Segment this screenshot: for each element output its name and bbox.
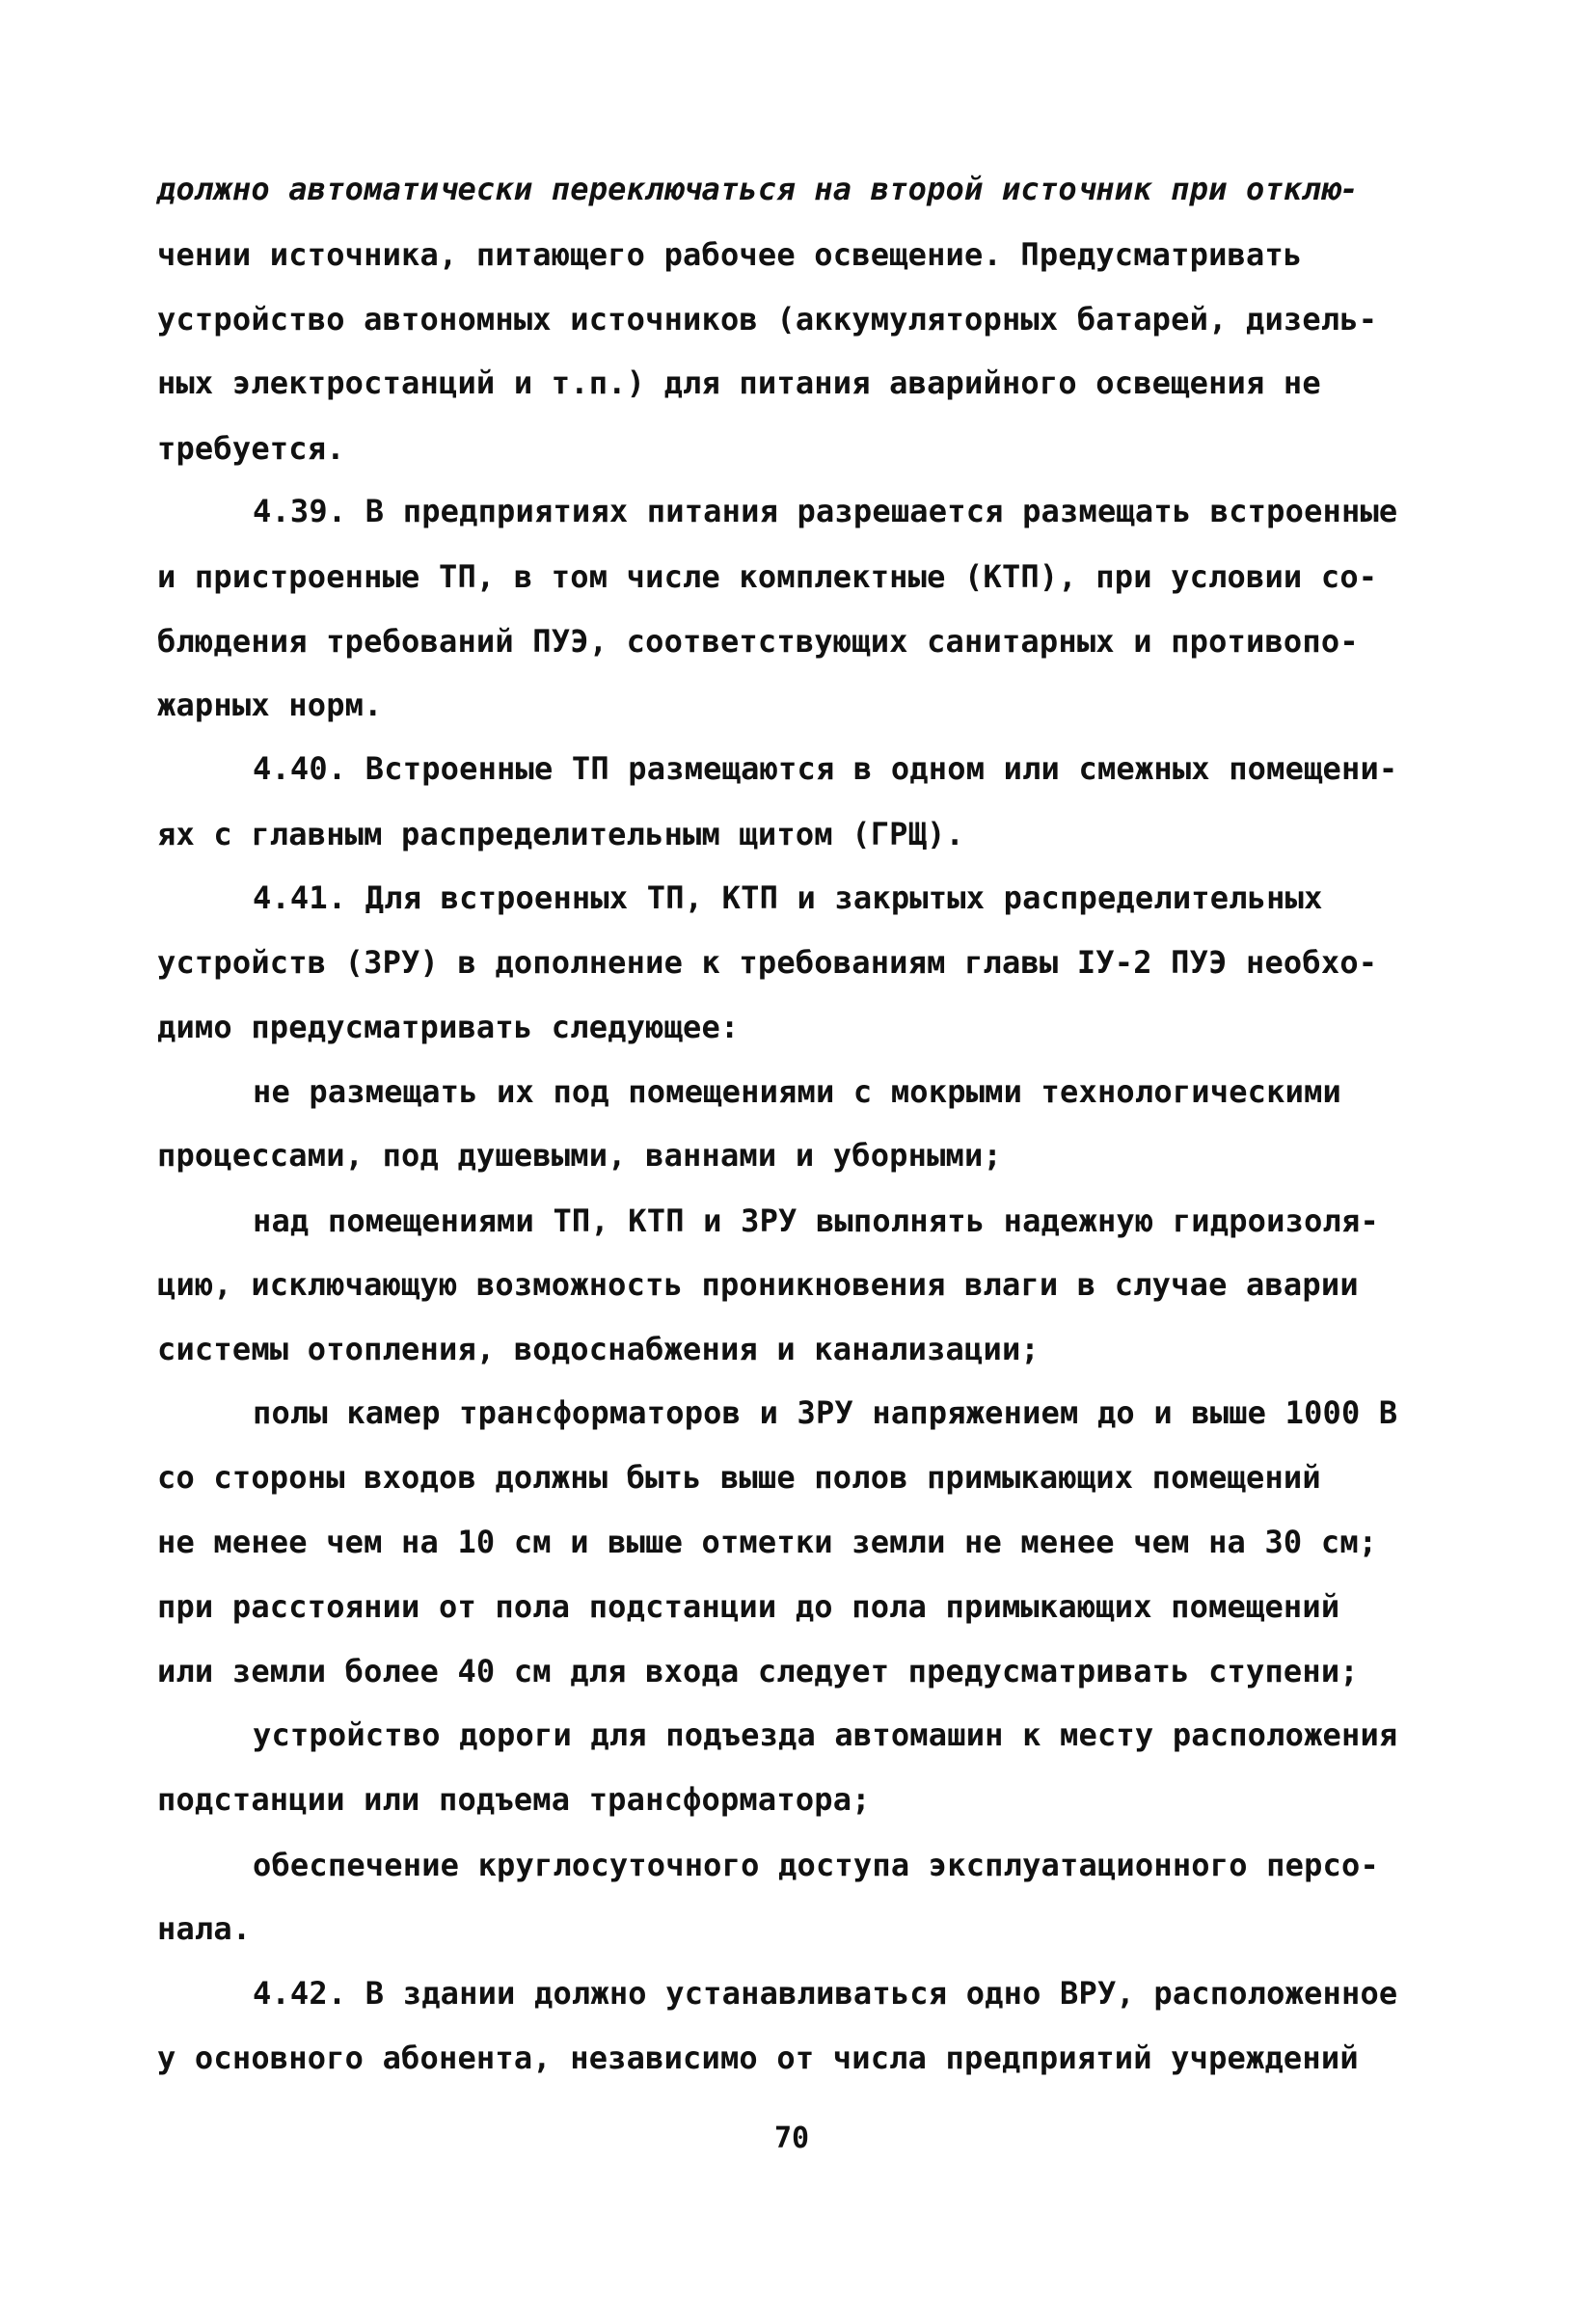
text-line: со стороны входов должны быть выше полов примыкающих помещений <box>157 1459 1321 1496</box>
page-number: 70 <box>774 2121 810 2155</box>
text-line: не менее чем на 10 см и выше отметки земли не менее чем на 30 см; <box>157 1524 1378 1560</box>
text-line: обеспечение круглосуточного доступа эксплуатационного персо- <box>253 1847 1379 1883</box>
text-line: и пристроенные ТП, в том числе комплектные (КТП), при условии со- <box>157 558 1378 595</box>
text-line: 4.40. Встроенные ТП размещаются в одном или смежных помещени- <box>253 750 1398 787</box>
text-line: процессами, под душевыми, ваннами и уборными; <box>157 1137 1002 1174</box>
text-line: димо предусматривать следующее: <box>157 1009 740 1045</box>
text-line: при расстоянии от пола подстанции до пола примыкающих помещений <box>157 1588 1340 1625</box>
text-line: устройство автономных источников (аккумуляторных батарей, дизель- <box>157 301 1378 338</box>
text-line: полы камер трансформаторов и ЗРУ напряжением до и выше 1000 В <box>253 1394 1398 1431</box>
text-line: чении источника, питающего рабочее освещение. Предусматривать <box>157 236 1303 273</box>
text-line: или земли более 40 см для входа следует предусматривать ступени; <box>157 1653 1359 1689</box>
text-line: устройств (ЗРУ) в дополнение к требованиям главы IУ-2 ПУЭ необхо- <box>157 944 1378 981</box>
text-line: у основного абонента, независимо от числа предприятий учреждений <box>157 2040 1359 2076</box>
text-line: подстанции или подъема трансформатора; <box>157 1781 871 1818</box>
text-line: требуется. <box>157 430 345 467</box>
text-line: не размещать их под помещениями с мокрыми технологическими <box>253 1073 1342 1110</box>
text-line: 4.39. В предприятиях питания разрешается размещать встроенные <box>253 493 1398 529</box>
text-line: устройство дороги для подъезда автомашин к месту расположения <box>253 1716 1398 1753</box>
text-line: системы отопления, водоснабжения и канализации; <box>157 1331 1040 1367</box>
text-line: 4.41. Для встроенных ТП, КТП и закрытых распределительных <box>253 879 1323 916</box>
text-line: жарных норм. <box>157 687 383 723</box>
text-line: ных электростанций и т.п.) для питания аварийного освещения не <box>157 365 1321 401</box>
text-line: цию, исключающую возможность проникновения влаги в случае аварии <box>157 1266 1359 1303</box>
text-line: ях с главным распределительным щитом (ГРЩ). <box>157 816 965 852</box>
text-line: нала. <box>157 1910 252 1947</box>
text-line: блюдения требований ПУЭ, соответствующих санитарных и противопо- <box>157 623 1359 660</box>
text-line: над помещениями ТП, КТП и ЗРУ выполнять надежную гидроизоля- <box>253 1203 1379 1239</box>
text-line: 4.42. В здании должно устанавливаться одно ВРУ, расположенное <box>253 1975 1398 2012</box>
text-line: должно автоматически переключаться на второй источник при отклю- <box>157 171 1359 207</box>
